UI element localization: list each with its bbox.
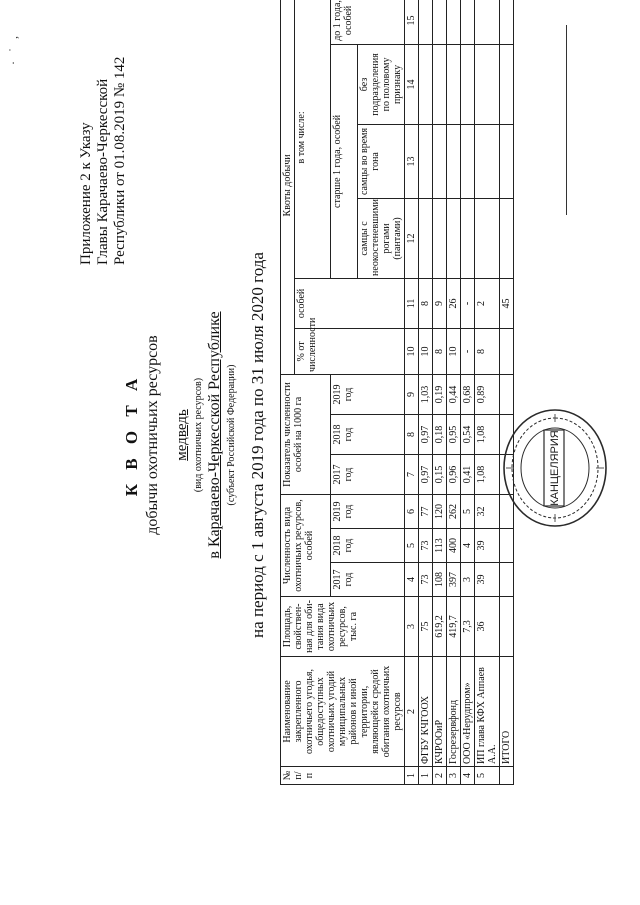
row-area: 75: [419, 597, 433, 657]
header-quota: Квоты добычи: [281, 0, 295, 374]
header-d2017: 2017 год: [330, 454, 405, 494]
row-c2017: 397: [447, 563, 461, 597]
row-c2018: 4: [461, 529, 475, 563]
row-ind: 2: [475, 278, 500, 328]
row-empty: [500, 124, 514, 198]
colnum: 6: [405, 494, 419, 528]
official-seal-stamp: [500, 406, 610, 530]
colnum: 7: [405, 454, 419, 494]
row-num: 5: [475, 767, 500, 785]
row-name: ФГБУ КЧГООХ: [419, 657, 433, 767]
row-c2018: 73: [419, 529, 433, 563]
row-c2017: 39: [475, 563, 500, 597]
row-empty: [500, 44, 514, 124]
header-num: № п/п: [281, 767, 405, 785]
row-c2019: 5: [461, 494, 475, 528]
row-empty: [447, 0, 461, 44]
row-empty: [419, 198, 433, 278]
row-d2018: 1,08: [475, 414, 500, 454]
row-area: 36: [475, 597, 500, 657]
row-empty: [475, 198, 500, 278]
row-pct: 10: [419, 328, 433, 374]
colnum: 10: [405, 328, 419, 374]
row-empty: [500, 328, 514, 374]
colnum: 5: [405, 529, 419, 563]
row-d2017: 0,15: [433, 454, 447, 494]
colnum: 8: [405, 414, 419, 454]
scan-specks: · ˙ ,: [6, 33, 20, 65]
colnum: 12: [405, 198, 419, 278]
row-c2017: 73: [419, 563, 433, 597]
appendix-note: [78, 57, 129, 265]
total-row: [500, 0, 514, 785]
header-older: старше 1 года, особей: [330, 44, 358, 278]
colnum: 15: [405, 0, 419, 44]
row-d2017: 0,41: [461, 454, 475, 494]
table-row: [461, 0, 475, 785]
row-name: Госрезервфонд: [447, 657, 461, 767]
row-c2018: 400: [447, 529, 461, 563]
row-empty: [500, 597, 514, 657]
row-d2017: 1,08: [475, 454, 500, 494]
document-title: К В О Т А: [122, 373, 141, 497]
row-ind: 9: [433, 278, 447, 328]
header-density: Показатель численности особей на 1000 га: [281, 374, 331, 494]
row-empty: [433, 44, 447, 124]
colnum: 14: [405, 44, 419, 124]
colnum: 1: [405, 767, 419, 785]
row-empty: [500, 529, 514, 563]
header-ind: особей: [295, 278, 405, 328]
row-ind: 26: [447, 278, 461, 328]
header-season: самцы во время гона: [358, 124, 405, 198]
header-incl: в том числе:: [295, 0, 331, 278]
row-empty: [461, 124, 475, 198]
appendix-line-2: Главы Карачаево-Черкесской: [95, 78, 111, 265]
header-under: до 1 года, особей: [330, 0, 405, 44]
header-area: Площадь, свойствен-ная для оби-тания вида охотничьих ресурсов, тыс. га: [281, 597, 405, 657]
row-pct: 8: [433, 328, 447, 374]
total-label: ИТОГО: [500, 657, 514, 767]
row-empty: [461, 198, 475, 278]
row-empty: [500, 198, 514, 278]
period-line: на период с 1 августа 2019 года по 31 июля 2020 года: [248, 252, 267, 638]
row-ind: -: [461, 278, 475, 328]
row-empty: [419, 124, 433, 198]
row-c2017: 3: [461, 563, 475, 597]
row-empty: [447, 198, 461, 278]
header-males: самцы с неокостеневшими рогами (пантами): [358, 198, 405, 278]
signature-line: [566, 25, 567, 215]
row-d2018: 0,54: [461, 414, 475, 454]
row-d2018: 0,97: [419, 414, 433, 454]
row-d2018: 0,18: [433, 414, 447, 454]
row-d2018: 0,95: [447, 414, 461, 454]
row-d2019: 0,44: [447, 374, 461, 414]
row-name: ООО «Нерудпром»: [461, 657, 475, 767]
row-name: ИП глава КФХ Аппаев А.А.: [475, 657, 500, 767]
colnum: 11: [405, 278, 419, 328]
row-empty: [461, 0, 475, 44]
row-c2019: 262: [447, 494, 461, 528]
row-empty: [419, 0, 433, 44]
header-d2018: 2018 год: [330, 414, 405, 454]
table-row: [447, 0, 461, 785]
row-num: [500, 767, 514, 785]
appendix-line-3: Республики от 01.08.2019 № 142: [112, 56, 128, 265]
row-d2019: 0,68: [461, 374, 475, 414]
row-num: 3: [447, 767, 461, 785]
row-c2019: 77: [419, 494, 433, 528]
row-empty: [433, 0, 447, 44]
quota-table: [280, 0, 514, 785]
row-pct: 10: [447, 328, 461, 374]
appendix-line-1: Приложение 2 к Указу: [78, 122, 94, 265]
header-c2018: 2018 год: [330, 529, 405, 563]
row-empty: [500, 563, 514, 597]
row-num: 2: [433, 767, 447, 785]
row-c2019: 32: [475, 494, 500, 528]
colnum: 2: [405, 657, 419, 767]
row-area: 7,3: [461, 597, 475, 657]
header-count: Численность вида охотничьих ресурсов, особей: [281, 494, 331, 596]
row-empty: [475, 0, 500, 44]
row-pct: -: [461, 328, 475, 374]
row-d2019: 1,03: [419, 374, 433, 414]
row-pct: 8: [475, 328, 500, 374]
region-name: в Карачаево-Черкесской Республике: [206, 311, 223, 559]
table-row: [419, 0, 433, 785]
row-area: 619,2: [433, 597, 447, 657]
row-name: КЧРООиР: [433, 657, 447, 767]
row-c2018: 113: [433, 529, 447, 563]
colnum: 4: [405, 563, 419, 597]
region-caption: (субъект Российской Федерации): [226, 364, 237, 506]
colnum: 3: [405, 597, 419, 657]
row-c2018: 39: [475, 529, 500, 563]
row-empty: [433, 124, 447, 198]
row-ind: 8: [419, 278, 433, 328]
row-empty: [475, 124, 500, 198]
row-empty: [433, 198, 447, 278]
table-row: [433, 0, 447, 785]
header-row-1: [281, 0, 295, 785]
row-empty: [419, 44, 433, 124]
header-nosex: без подразделения по половому признаку: [358, 44, 405, 124]
row-c2019: 120: [433, 494, 447, 528]
row-d2017: 0,97: [419, 454, 433, 494]
row-c2017: 108: [433, 563, 447, 597]
column-number-row: [405, 0, 419, 785]
species-name: медведь: [174, 409, 190, 461]
row-area: 419,7: [447, 597, 461, 657]
row-empty: [447, 124, 461, 198]
colnum: 13: [405, 124, 419, 198]
row-empty: [461, 44, 475, 124]
header-name: Наименование закрепленного охотничьего угодья, общедоступных охотничьих угодий муниципальных районов и иной территории, являющейся средой обитания охотничьих ресурсов: [281, 657, 405, 767]
row-empty: [475, 44, 500, 124]
row-d2019: 0,19: [433, 374, 447, 414]
row-num: 4: [461, 767, 475, 785]
row-d2019: 0,89: [475, 374, 500, 414]
row-num: 1: [419, 767, 433, 785]
species-caption: (вид охотничьих ресурсов): [193, 377, 204, 493]
header-c2017: 2017 год: [330, 563, 405, 597]
document-subtitle: добычи охотничьих ресурсов: [144, 335, 161, 535]
table-row: [475, 0, 500, 785]
header-c2019: 2019 год: [330, 494, 405, 528]
header-pct: % от численности: [295, 328, 405, 374]
total-ind: 45: [500, 278, 514, 328]
colnum: 9: [405, 374, 419, 414]
row-d2017: 0,96: [447, 454, 461, 494]
row-empty: [447, 44, 461, 124]
seal-text: КАНЦЕЛЯРИЯ: [549, 430, 561, 506]
row-empty: [500, 0, 514, 44]
header-d2019: 2019 год: [330, 374, 405, 414]
